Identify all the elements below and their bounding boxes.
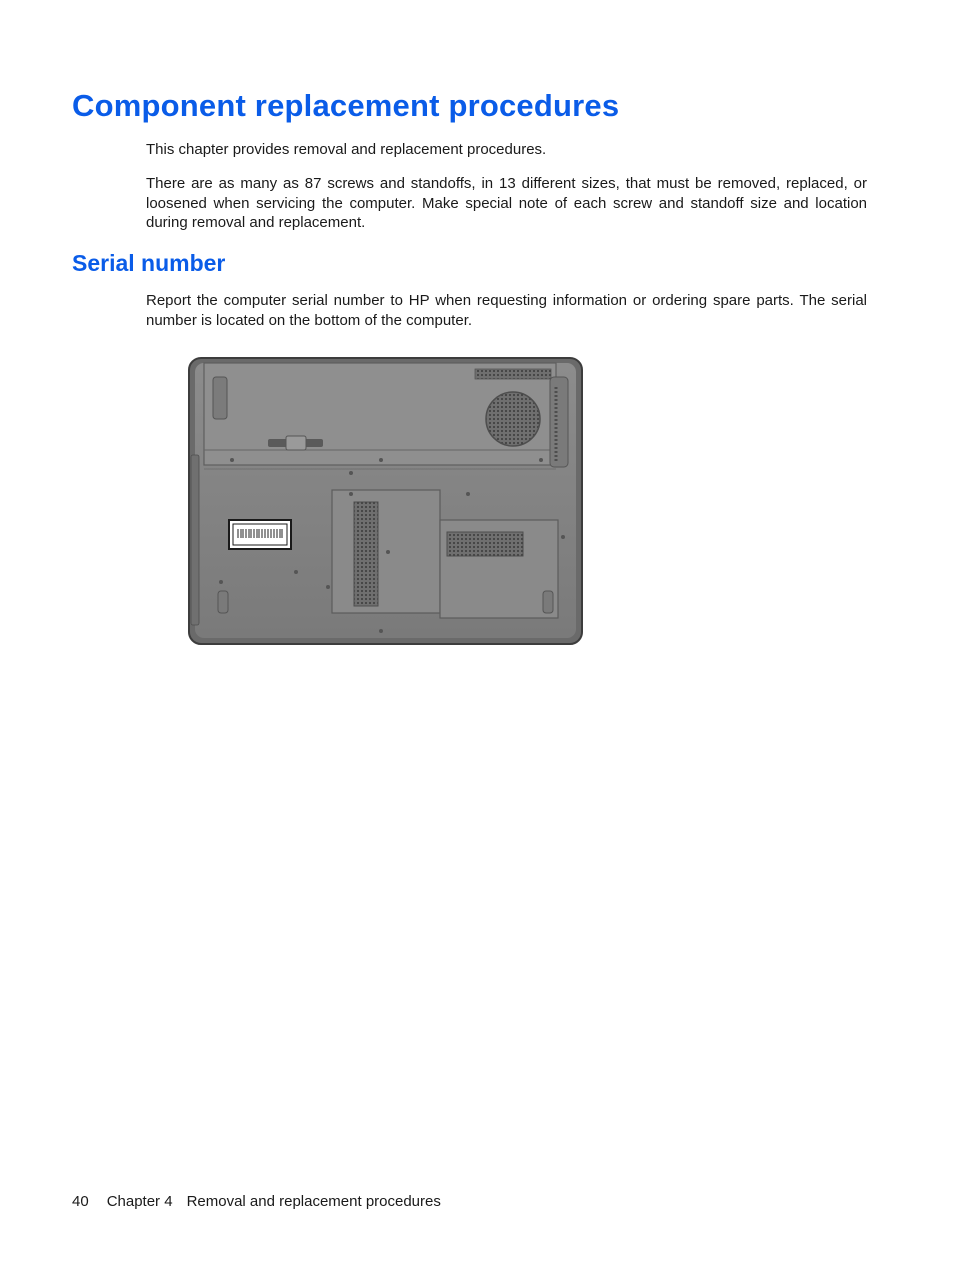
serial-number-paragraph: Report the computer serial number to HP when requesting information or ordering spare parts. The serial number is located on the bottom of the computer. bbox=[146, 292, 867, 329]
right-side-vent bbox=[550, 377, 568, 467]
screws-paragraph: There are as many as 87 screws and standoffs, in 13 different sizes, that must be removed, replaced, or loosened when servicing the computer. Make special note of each screw and standoff size and location during removal and replacement. bbox=[146, 175, 867, 231]
fan-grille bbox=[486, 392, 540, 446]
top-vent bbox=[475, 369, 551, 379]
hard-drive-vent bbox=[447, 532, 523, 556]
memory-compartment bbox=[332, 490, 440, 613]
footer-chapter: Chapter 4 bbox=[106, 1193, 173, 1210]
page-footer bbox=[72, 1193, 441, 1210]
intro-paragraph: This chapter provides removal and replacement procedures. bbox=[146, 141, 547, 158]
foot-bottom-left bbox=[218, 591, 228, 613]
memory-vent bbox=[354, 502, 378, 606]
foot-bottom-right bbox=[543, 591, 553, 613]
footer-chapter-title: Removal and replacement procedures bbox=[186, 1193, 441, 1210]
page-number: 40 bbox=[72, 1193, 89, 1210]
section-title-serial-number: Serial number bbox=[72, 250, 226, 276]
page-title: Component replacement procedures bbox=[72, 88, 620, 123]
left-edge-ports bbox=[191, 455, 199, 625]
left-latch bbox=[213, 377, 227, 419]
computer-bottom-illustration bbox=[188, 357, 583, 645]
